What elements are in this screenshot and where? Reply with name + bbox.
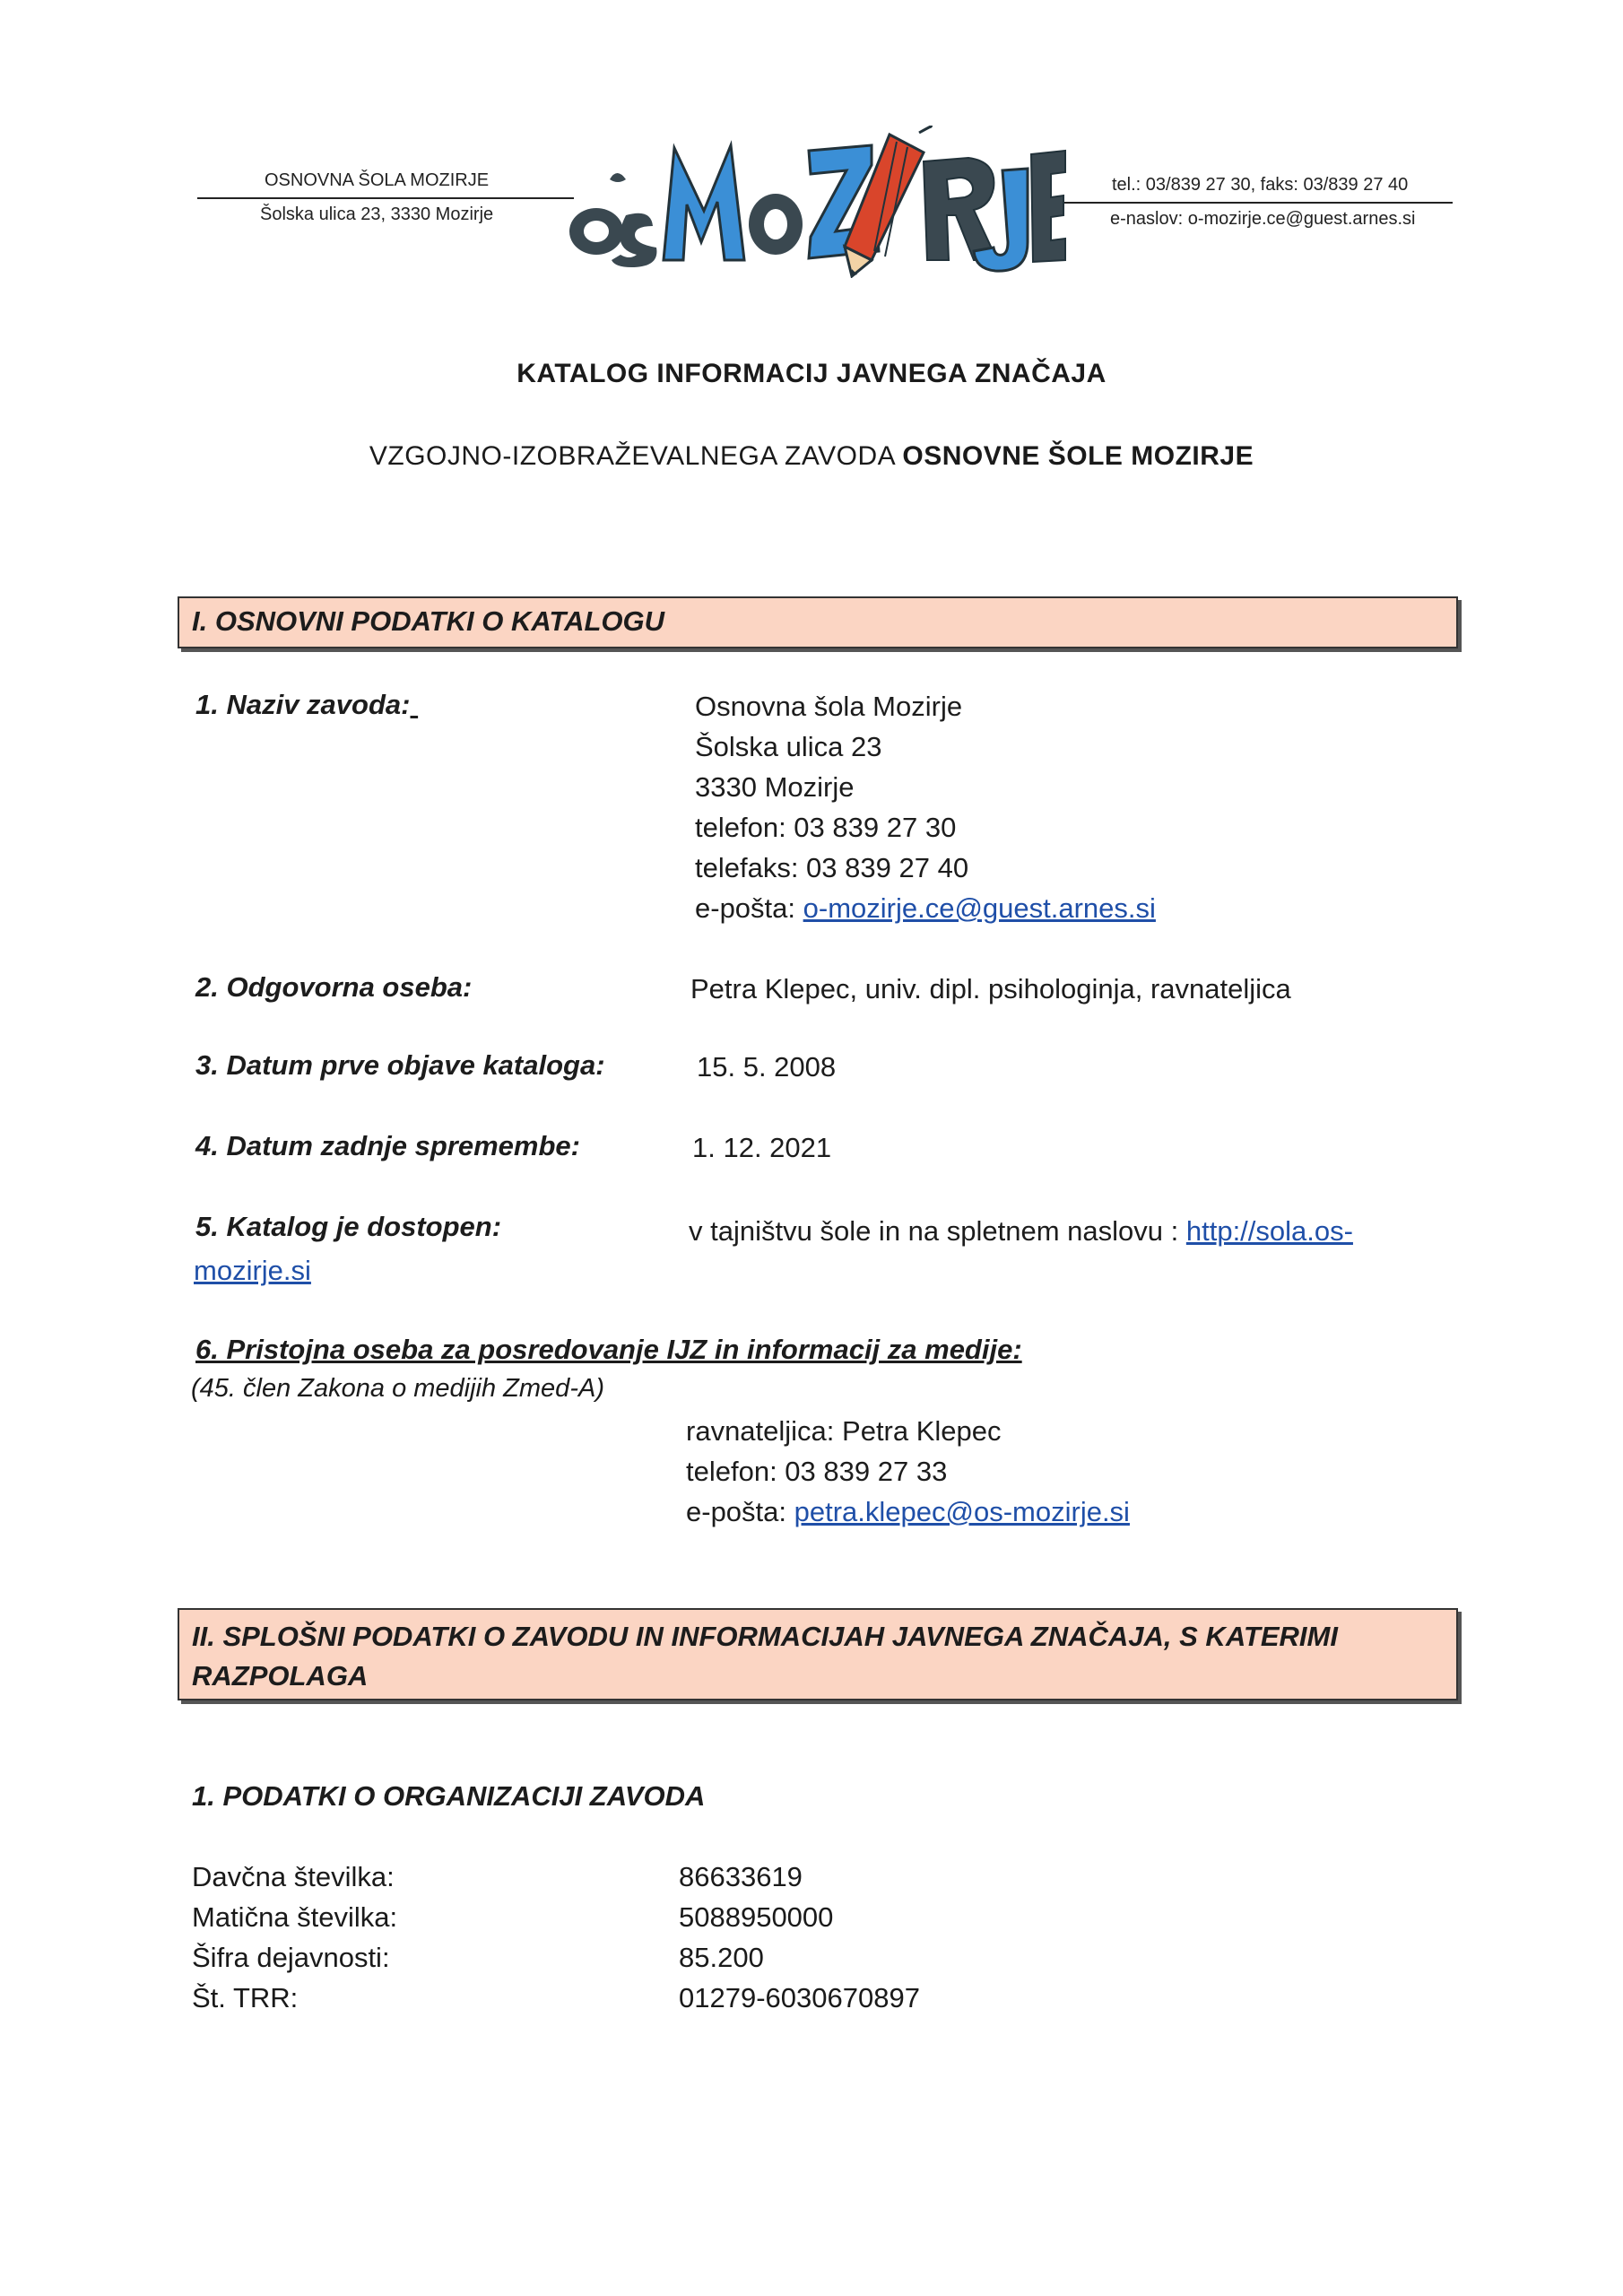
responsible-person: Petra Klepec, univ. dipl. psihologinja, ravnateljica (690, 973, 1291, 1004)
label-activity-code: Šifra dejavnosti: (192, 1942, 390, 1973)
section2-heading-line2: RAZPOLAGA (192, 1660, 369, 1692)
institution-email-row (695, 888, 1156, 928)
activity-code: 85.200 (679, 1942, 764, 1973)
website-link-part2-row (194, 1250, 311, 1291)
label-tax-number: Davčna številka: (192, 1861, 395, 1892)
website-link-part1[interactable]: http://sola.os- (1185, 1215, 1353, 1247)
section1-heading: I. OSNOVNI PODATKI O KATALOGU (178, 596, 1458, 648)
school-logo (556, 126, 1067, 278)
media-contact-email-row (686, 1492, 1130, 1532)
logo-letter-r (924, 158, 997, 260)
label-first-publication-date: 3. Datum prve objave kataloga: (195, 1049, 605, 1081)
email-prefix: e-pošta: (695, 892, 803, 924)
phone-fax: tel.: 03/839 27 30, faks: 03/839 27 40 (1112, 175, 1409, 195)
label-institution-name: 1. Naziv zavoda: (195, 689, 411, 720)
media-contact-phone: telefon: 03 839 27 33 (686, 1456, 948, 1487)
school-address: Šolska ulica 23, 3330 Mozirje (260, 204, 494, 224)
registration-number: 5088950000 (679, 1901, 834, 1933)
media-contact-email-link[interactable]: petra.klepec@os-mozirje.si (794, 1496, 1130, 1527)
institution-name-line-3: 3330 Mozirje (695, 771, 855, 803)
section2-heading-line1: II. SPLOŠNI PODATKI O ZAVODU IN INFORMACIJAH JAVNEGA ZNAČAJA, S KATERIMI (192, 1621, 1338, 1652)
catalog-availability: v tajništvu šole in na spletnem naslovu : http://sola.os- (689, 1215, 1353, 1247)
institution-email-link[interactable]: o-mozirje.ce@guest.arnes.si (803, 892, 1156, 924)
media-email-prefix: e-pošta: (686, 1496, 794, 1527)
first-publication-date: 15. 5. 2008 (697, 1051, 837, 1083)
letterhead-rule-left (197, 197, 574, 199)
institution-phone: telefon: 03 839 27 30 (695, 812, 957, 843)
bank-account: 01279-6030670897 (679, 1982, 920, 2013)
last-change-date: 1. 12. 2021 (692, 1132, 832, 1163)
label-responsible-person: 2. Odgovorna oseba: (195, 971, 473, 1003)
website-link-part2[interactable]: mozirje.si (194, 1255, 311, 1286)
label-registration-number: Matična številka: (192, 1901, 398, 1933)
institution-name-line-1: Osnovna šola Mozirje (695, 691, 963, 722)
label-catalog-availability: 5. Katalog je dostopen: (195, 1211, 502, 1242)
tax-number: 86633619 (679, 1861, 803, 1892)
label-bank-account: Št. TRR: (192, 1982, 299, 2013)
logo-letter-m (664, 145, 744, 260)
institution-name-line-2: Šolska ulica 23 (695, 731, 882, 762)
letterhead-rule-right (1058, 202, 1453, 204)
organization-data-subheading: 1. PODATKI O ORGANIZACIJI ZAVODA (192, 1780, 706, 1812)
subtitle-prefix: VZGOJNO-IZOBRAŽEVALNEGA ZAVODA (369, 441, 903, 471)
media-contact-name: ravnateljica: Petra Klepec (686, 1415, 1002, 1447)
subtitle-school: OSNOVNE ŠOLE MOZIRJE (902, 441, 1254, 471)
catalog-title: KATALOG INFORMACIJ JAVNEGA ZNAČAJA (516, 359, 1107, 388)
letterhead-email: e-naslov: o-mozirje.ce@guest.arnes.si (1110, 209, 1416, 229)
section2-heading (178, 1608, 1458, 1700)
catalog-subtitle (0, 441, 1623, 472)
media-law-note: (45. člen Zakona o medijih Zmed-A) (191, 1374, 604, 1403)
institution-fax: telefaks: 03 839 27 40 (695, 852, 969, 883)
school-name: OSNOVNA ŠOLA MOZIRJE (265, 170, 490, 190)
label-media-contact: 6. Pristojna oseba za posredovanje IJZ in informacij za medije: (195, 1334, 1022, 1365)
logo-os-mark (569, 173, 656, 267)
logo-letter-e (1031, 151, 1065, 262)
label-last-change-date: 4. Datum zadnje spremembe: (195, 1130, 580, 1161)
